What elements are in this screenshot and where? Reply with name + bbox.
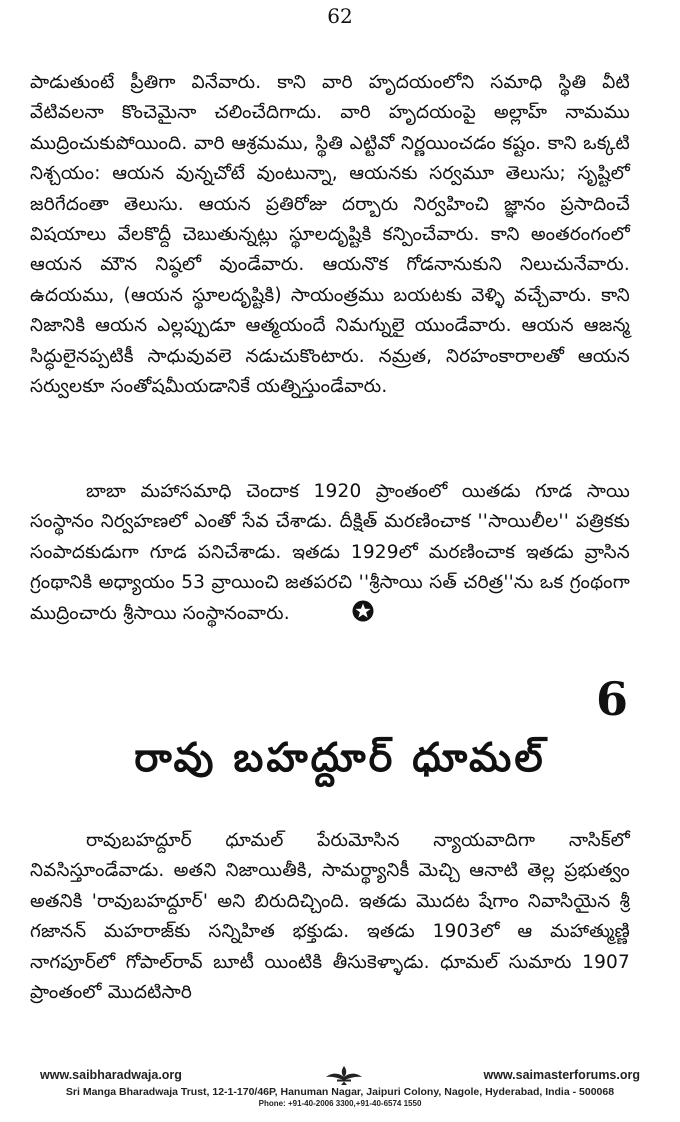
footer-right-url[interactable]: www.saimasterforums.org <box>483 1068 640 1082</box>
paragraph-2-text: బాబా మహాసమాధి చెందాక 1920 ప్రాంతంలో యితడు గూడ సాయి సంస్థానం నిర్వహణలో ఎంతో సేవ చేశాడు. దీక్షిత్ మరణించాక ''సాయిలీల'' పత్రికకు సంపాదకుడుగా గూడ పనిచేశాడు. ఇతడు 1929లో మరణించాక ఇతడు వ్రాసిన గ్రంథానికి అధ్యాయం 53 వ్రాయించి జతపరచి ''శ్రీసాయి సత్ చరిత్ర''ను ఒక గ్రంథంగా ముద్రించారు శ్రీసాయి సంస్థానంవారు. <box>30 481 630 624</box>
fleur-ornament-icon <box>322 1064 366 1086</box>
paragraph-2 <box>30 477 630 629</box>
chapter-number: 6 <box>595 672 628 726</box>
footer-links <box>22 1068 658 1084</box>
footer-phone: Phone: +91-40-2006 3300,+91-40-6574 1550 <box>258 1099 422 1108</box>
paragraph-1: పాడుతుంటే ప్రీతిగా వినేవారు. కాని వారి హృదయంలోని సమాధి స్థితి వీటి వేటివలనా కొంచెమైనా చలించేదిగాదు. వారి హృదయంపై అల్లాహ్ నామము ముద్రించుకుపోయింది. వారి ఆశ్రమము, స్థితి ఎట్టివో నిర్ణయించడం కష్టం. కాని ఒక్కటి నిశ్చయం: ఆయన వున్నచోటే వుంటున్నా, ఆయనకు సర్వమూ తెలుసు; సృష్టిలో జరిగేదంతా తెలుసు. ఆయన ప్రతిరోజు దర్బారు నిర్వహించి జ్ఞానం ప్రసాదించే విషయాలు వేలకొద్దీ చెబుతున్నట్లు స్థూలదృష్టికి కన్పించేవారు. కాని అంతరంగంలో ఆయన మౌన నిష్ఠలో వుండేవారు. ఆయనొక గోడనానుకుని నిలుచునేవారు. ఉదయము, (ఆయన స్థూలదృష్టికి) సాయంత్రము బయటకు వెళ్ళి వచ్చేవారు. కాని నిజానికి ఆయన ఎల్లప్పుడూ ఆత్మయందే నిమగ్నులై యుండేవారు. ఆయన ఆజన్మ సిద్ధులైనప్పటికీ సాధువువలె నడుచుకొంటారు. నమ్రత, నిరహంకారాలతో ఆయన సర్వులకూ సంతోషమీయడానికే యత్నిస్తుండేవారు. <box>30 72 630 398</box>
footer-address: Sri Manga Bharadwaja Trust, 12-1-170/46P, Hanuman Nagar, Jaipuri Colony, Nagole, Hyderabad, India - 500068 <box>65 1086 615 1098</box>
footer-left-url[interactable]: www.saibharadwaja.org <box>40 1068 182 1082</box>
star-circle-icon <box>296 600 318 622</box>
chapter-title: రావు బహద్దూర్ ధూమల్ <box>134 735 546 781</box>
page-number: 62 <box>327 4 353 28</box>
footer <box>22 1068 658 1108</box>
paragraph-3: రావుబహద్దూర్ ధూమల్ పేరుమోసిన న్యాయవాదిగా నాసిక్‌లో నివసిస్తూండేవాడు. అతని నిజాయితీకి, సామర్థ్యానికీ మెచ్చి ఆనాటి తెల్ల ప్రభుత్వం అతనికి 'రావుబహద్దూర్' అని బిరుదిచ్చింది. ఇతడు మొదట షేగాం నివాసియైన శ్రీ గజానన్ మహరాజ్‌కు సన్నిహిత భక్తుడు. ఇతడు 1903లో ఆ మహాత్ముణ్ణి నాగపూర్‌లో గోపాల్‌రావ్ బూటీ యింటికి తీసుకెళ్ళాడు. ధూమల్ సుమారు 1907 ప్రాంతంలో మొదటిసారి <box>30 830 630 1004</box>
